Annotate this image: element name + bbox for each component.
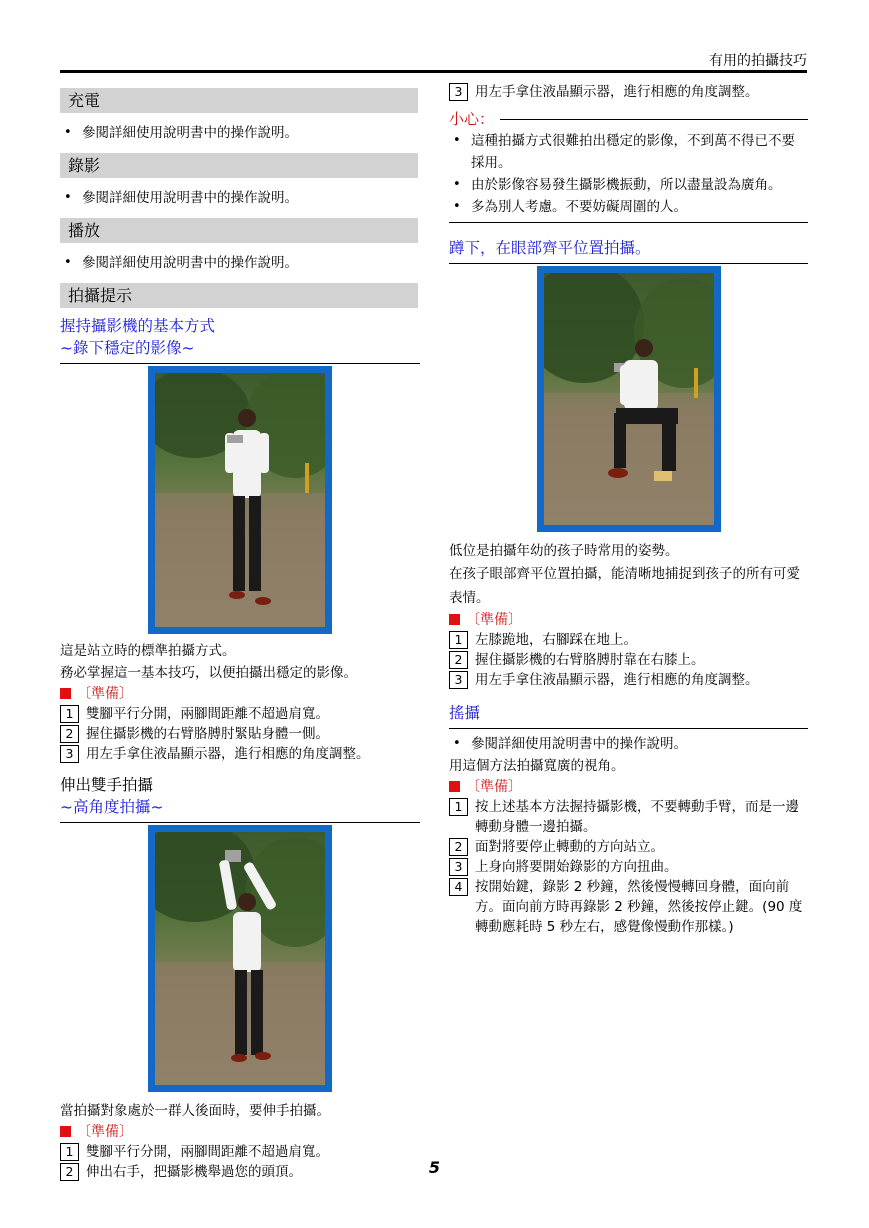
prep-square-icon	[449, 781, 460, 792]
pan-bullet: • 參閱詳細使用說明書中的操作說明。	[449, 733, 808, 755]
caution-title: 小心：	[449, 108, 808, 130]
caution-bullet-3: • 多為別人考慮。不要妨礙周圍的人。	[449, 196, 808, 218]
section-title-playback: 播放	[60, 218, 418, 243]
right-top-step-3: 3 用左手拿住液晶顯示器，進行相應的角度調整。	[449, 82, 808, 102]
section-title-recording: 錄影	[60, 153, 418, 178]
high-subheading: ~高角度拍攝~	[60, 798, 164, 816]
pan-step-1: 1 按上述基本方法握持攝影機，不要轉動手臂，而是一邊轉動身體一邊拍攝。	[449, 797, 808, 837]
basic-subheading: ~錄下穩定的影像~	[60, 339, 195, 357]
pan-para-1: 用這個方法拍攝寬廣的視角。	[449, 758, 625, 774]
kneel-para-1: 低位是拍攝年幼的孩子時常用的姿勢。	[449, 543, 679, 559]
photo-standing	[155, 373, 325, 627]
photo-high-angle	[155, 832, 325, 1085]
high-para-1: 當拍攝對象處於一群人後面時，要伸手拍攝。	[60, 1103, 330, 1119]
photo-standing-frame	[148, 366, 332, 634]
basic-para-2: 務必掌握這一基本技巧，以便拍攝出穩定的影像。	[60, 665, 357, 681]
basic-para-1: 這是站立時的標準拍攝方式。	[60, 643, 236, 659]
kneel-para-2: 在孩子眼部齊平位置拍攝，能清晰地捕捉到孩子的所有可愛表情。	[449, 566, 800, 606]
basic-heading: 握持攝影機的基本方式	[60, 317, 216, 335]
prep-square-icon	[449, 614, 460, 625]
basic-step-3: 3 用左手拿住液晶顯示器，進行相應的角度調整。	[60, 744, 420, 764]
basic-heading-block	[60, 315, 420, 364]
kneel-step-1: 1 左膝跪地，右腳踩在地上。	[449, 630, 808, 650]
high-heading: 伸出雙手拍攝	[60, 776, 154, 794]
right-column	[449, 82, 808, 937]
high-step-2: 2 伸出右手，把攝影機舉過您的頭頂。	[60, 1162, 420, 1182]
basic-prep-label: 〔準備〕	[60, 684, 420, 704]
left-column	[60, 82, 420, 1182]
kneel-step-2: 2 握住攝影機的右臂胳膊肘靠在右膝上。	[449, 650, 808, 670]
bullet-charging: • 參閱詳細使用說明書中的操作說明。	[60, 122, 420, 144]
pan-prep-label: 〔準備〕	[449, 777, 808, 797]
pan-step-4: 4 按開始鍵，錄影 2 秒鐘，然後慢慢轉回身體，面向前方。面向前方時再錄影 2 秒鐘，然後按停止鍵。(90 度轉動應耗時 5 秒左右，感覺像慢動作那樣。)	[449, 877, 808, 937]
prep-square-icon	[60, 1126, 71, 1137]
raised-arms-person-figure	[155, 832, 325, 1085]
bullet-recording: • 參閱詳細使用說明書中的操作說明。	[60, 187, 420, 209]
basic-heading-rule	[60, 363, 420, 364]
photo-kneeling	[544, 273, 714, 525]
kneel-step-3: 3 用左手拿住液晶顯示器，進行相應的角度調整。	[449, 670, 808, 690]
section-title-charging: 充電	[60, 88, 418, 113]
photo-kneeling-frame	[537, 266, 721, 532]
bullet-playback: • 參閱詳細使用說明書中的操作說明。	[60, 252, 420, 274]
kneel-heading: 蹲下，在眼部齊平位置拍攝。	[449, 239, 651, 257]
kneel-prep-label: 〔準備〕	[449, 610, 808, 630]
basic-step-2: 2 握住攝影機的右臂胳膊肘緊貼身體一側。	[60, 724, 420, 744]
high-heading-rule	[60, 822, 420, 823]
header-title: 有用的拍攝技巧	[709, 53, 807, 69]
basic-step-1: 1 雙腳平行分開，兩腳間距離不超過肩寬。	[60, 704, 420, 724]
pan-step-2: 2 面對將要停止轉動的方向站立。	[449, 837, 808, 857]
pan-step-3: 3 上身向將要開始錄影的方向扭曲。	[449, 857, 808, 877]
high-prep-label: 〔準備〕	[60, 1122, 420, 1142]
kneel-heading-rule	[449, 263, 808, 264]
standing-person-figure	[155, 373, 325, 627]
page-number: 5	[428, 1158, 441, 1177]
caution-bullet-1: • 這種拍攝方式很難拍出穩定的影像，不到萬不得已不要採用。	[449, 130, 808, 174]
section-title-tips: 拍攝提示	[60, 283, 418, 308]
pan-heading: 搖攝	[449, 704, 481, 722]
prep-square-icon	[60, 688, 71, 699]
header-rule	[60, 70, 807, 73]
photo-high-angle-frame	[148, 825, 332, 1092]
kneeling-person-figure	[544, 273, 714, 525]
high-step-1: 1 雙腳平行分開，兩腳間距離不超過肩寬。	[60, 1142, 420, 1162]
caution-bullet-2: • 由於影像容易發生攝影機振動，所以盡量設為廣角。	[449, 174, 808, 196]
